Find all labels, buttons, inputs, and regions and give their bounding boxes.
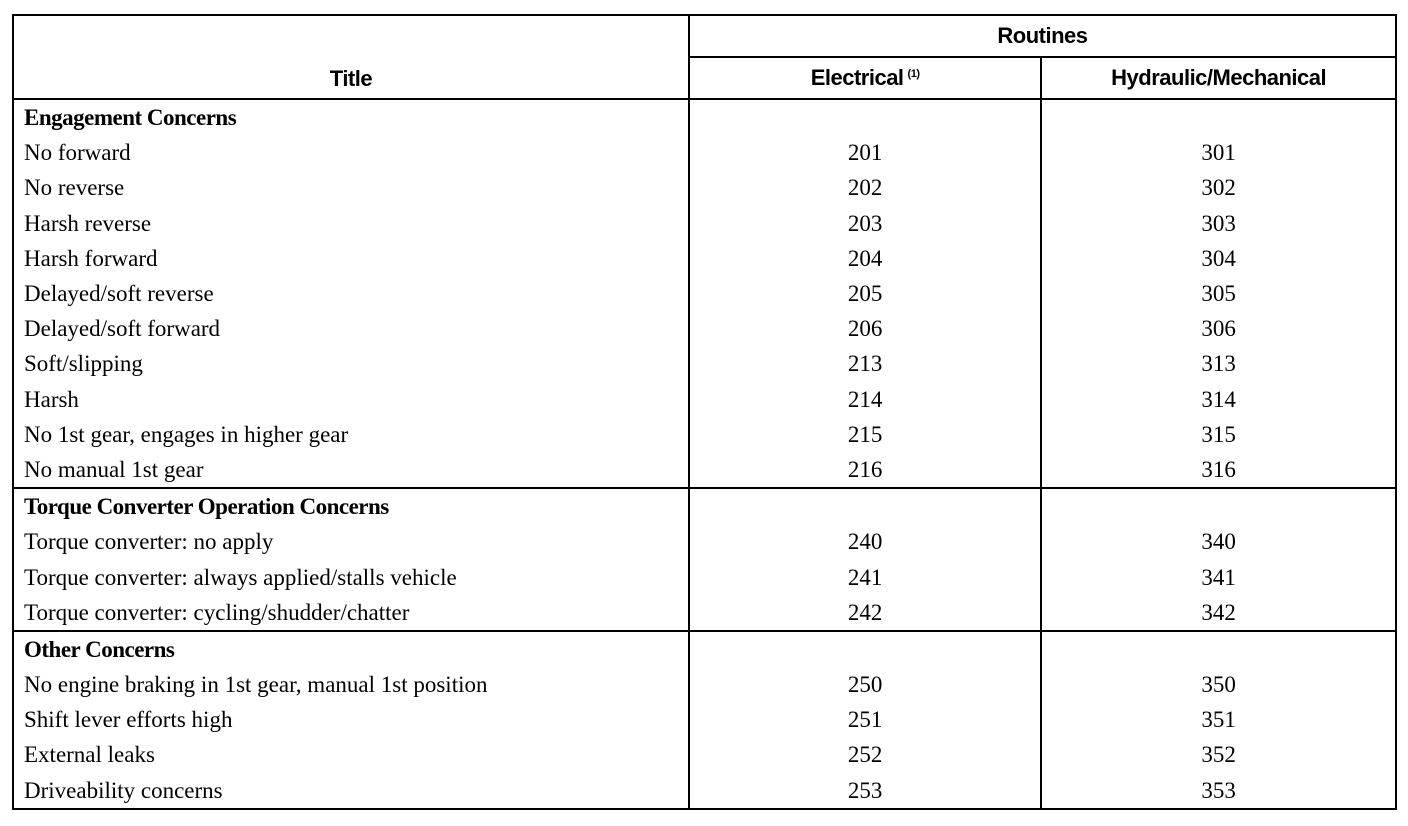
row-title: External leaks [13,737,689,772]
section-title: Other Concerns [13,631,689,667]
table-row [13,559,1396,594]
electrical-routine: 202 [689,170,1041,205]
section-row [13,488,1396,524]
electrical-routine: 253 [689,773,1041,809]
electrical-routine: 206 [689,311,1041,346]
table-row [13,702,1396,737]
table-row [13,452,1396,488]
empty-cell [1041,488,1396,524]
hydraulic-routine: 303 [1041,206,1396,241]
electrical-header [689,57,1041,99]
row-title: Harsh [13,382,689,417]
title-header: Title [13,15,689,99]
row-title: Delayed/soft reverse [13,276,689,311]
section-row [13,99,1396,135]
hydraulic-routine: 341 [1041,559,1396,594]
section-title: Engagement Concerns [13,99,689,135]
electrical-footnote-marker: (1) [907,67,920,80]
electrical-routine: 250 [689,667,1041,702]
hydraulic-routine: 340 [1041,524,1396,559]
row-title: Driveability concerns [13,773,689,809]
electrical-routine: 241 [689,559,1041,594]
table-row [13,667,1396,702]
hydraulic-routine: 350 [1041,667,1396,702]
hydraulic-routine: 306 [1041,311,1396,346]
hydraulic-routine: 304 [1041,241,1396,276]
electrical-routine: 216 [689,452,1041,488]
hydraulic-routine: 302 [1041,170,1396,205]
electrical-routine: 242 [689,595,1041,631]
routines-table [12,14,1397,810]
empty-cell [689,99,1041,135]
row-title: Shift lever efforts high [13,702,689,737]
row-title: Torque converter: no apply [13,524,689,559]
electrical-routine: 252 [689,737,1041,772]
electrical-routine: 201 [689,135,1041,170]
hydraulic-routine: 314 [1041,382,1396,417]
row-title: Torque converter: cycling/shudder/chatter [13,595,689,631]
row-title: No forward [13,135,689,170]
table-row [13,417,1396,452]
hydraulic-routine: 352 [1041,737,1396,772]
hydraulic-routine: 351 [1041,702,1396,737]
electrical-routine: 213 [689,346,1041,381]
empty-cell [689,631,1041,667]
table-row [13,311,1396,346]
empty-cell [1041,631,1396,667]
table-row [13,135,1396,170]
electrical-routine: 203 [689,206,1041,241]
table-row [13,737,1396,772]
hydraulic-routine: 316 [1041,452,1396,488]
electrical-routine: 240 [689,524,1041,559]
table-row [13,170,1396,205]
routines-header: Routines [689,15,1396,57]
electrical-routine: 251 [689,702,1041,737]
row-title: Torque converter: always applied/stalls vehicle [13,559,689,594]
row-title: Soft/slipping [13,346,689,381]
row-title: Delayed/soft forward [13,311,689,346]
empty-cell [1041,99,1396,135]
table-row [13,206,1396,241]
hydraulic-routine: 301 [1041,135,1396,170]
row-title: No reverse [13,170,689,205]
table-row [13,241,1396,276]
hydraulic-routine: 342 [1041,595,1396,631]
row-title: Harsh reverse [13,206,689,241]
table-row [13,595,1396,631]
table-row [13,524,1396,559]
row-title: Harsh forward [13,241,689,276]
electrical-routine: 215 [689,417,1041,452]
table-row [13,382,1396,417]
hydraulic-routine: 313 [1041,346,1396,381]
electrical-header-label: Electrical [810,65,904,90]
row-title: No engine braking in 1st gear, manual 1st position [13,667,689,702]
row-title: No manual 1st gear [13,452,689,488]
table-row [13,346,1396,381]
electrical-routine: 214 [689,382,1041,417]
hydraulic-routine: 315 [1041,417,1396,452]
section-row [13,631,1396,667]
table-body [13,99,1396,809]
section-title: Torque Converter Operation Concerns [13,488,689,524]
hydraulic-header: Hydraulic/Mechanical [1041,57,1396,99]
hydraulic-routine: 353 [1041,773,1396,809]
electrical-routine: 205 [689,276,1041,311]
table-row [13,773,1396,809]
table-row [13,276,1396,311]
hydraulic-routine: 305 [1041,276,1396,311]
electrical-routine: 204 [689,241,1041,276]
row-title: No 1st gear, engages in higher gear [13,417,689,452]
empty-cell [689,488,1041,524]
